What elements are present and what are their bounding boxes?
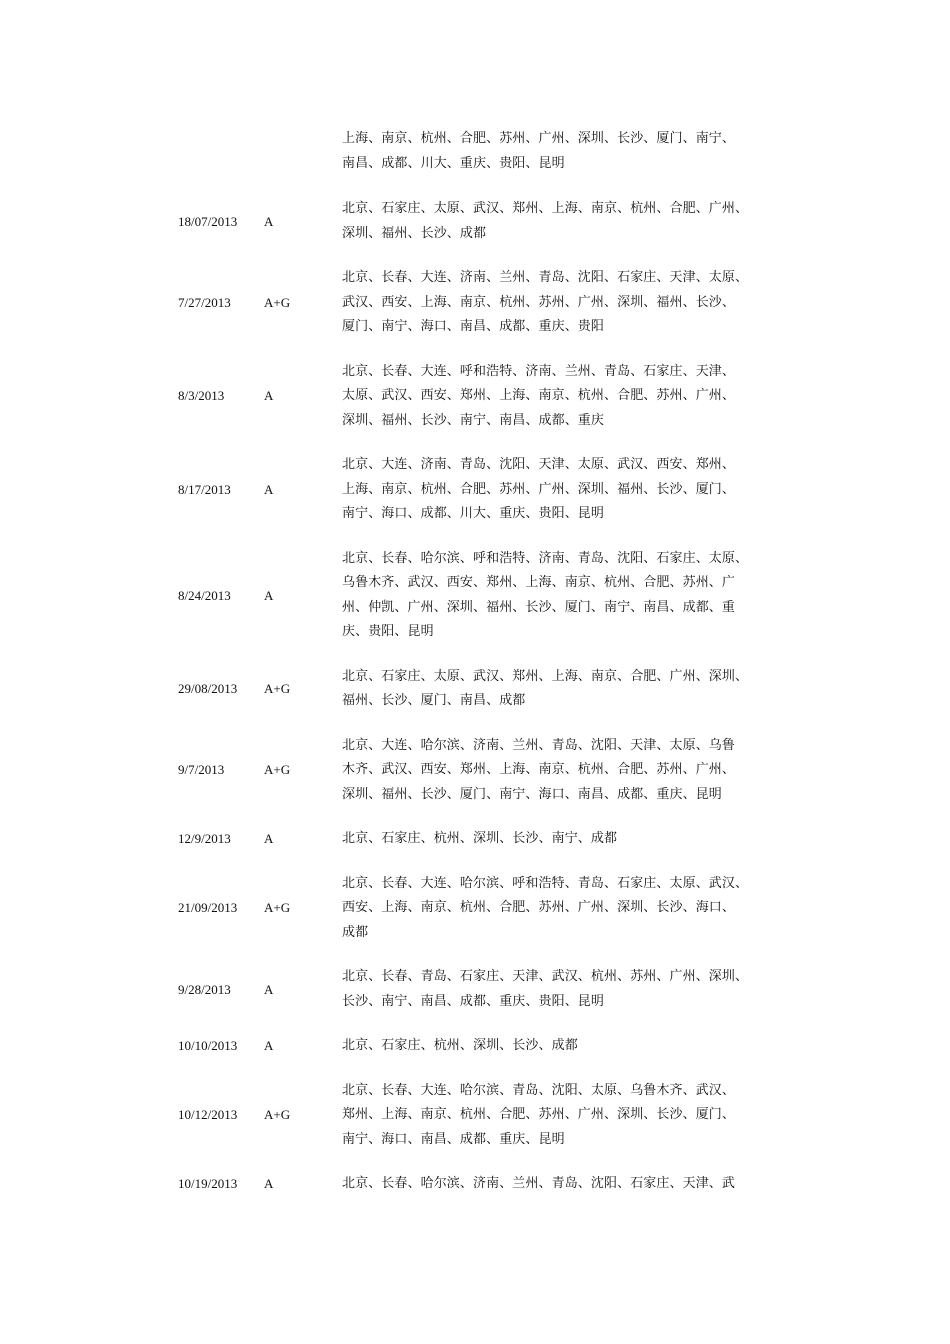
schedule-row bbox=[178, 872, 798, 946]
row-cities: 北京、长春、哈尔滨、济南、兰州、青岛、沈阳、石家庄、天津、武 bbox=[342, 1176, 736, 1191]
row-cities: 北京、长春、大连、哈尔滨、青岛、沈阳、太原、乌鲁木齐、武汉、 郑州、上海、南京、杭州、合肥、苏州、广州、深圳、长沙、厦门、 南宁、海口、南昌、成都、重庆、昆明 bbox=[342, 1082, 736, 1147]
exam-schedule-table bbox=[178, 127, 798, 1217]
schedule-row bbox=[178, 453, 798, 527]
row-exam-type: A bbox=[264, 981, 274, 997]
row-exam-type: A bbox=[264, 388, 274, 404]
row-exam-type: A bbox=[264, 587, 274, 603]
row-cities: 北京、石家庄、太原、武汉、郑州、上海、南京、合肥、广州、深圳、 福州、长沙、厦门、南昌、成都 bbox=[342, 668, 749, 708]
schedule-row bbox=[178, 1172, 798, 1197]
row-exam-type: A+G bbox=[264, 681, 291, 696]
row-cities: 北京、长春、哈尔滨、呼和浩特、济南、青岛、沈阳、石家庄、太原、 乌鲁木齐、武汉、西安、郑州、上海、南京、杭州、合肥、苏州、广 州、仲凯、广州、深圳、福州、长沙、厦门、南宁、南昌、成都、重 庆、贵阳、昆明 bbox=[342, 550, 749, 639]
schedule-row bbox=[178, 827, 798, 852]
row-cities: 北京、石家庄、太原、武汉、郑州、上海、南京、杭州、合肥、广州、 深圳、福州、长沙、成都 bbox=[342, 201, 749, 241]
row-exam-type: A+G bbox=[264, 900, 291, 916]
row-cities: 北京、大连、哈尔滨、济南、兰州、青岛、沈阳、天津、太原、乌鲁 木齐、武汉、西安、郑州、上海、南京、杭州、合肥、苏州、广州、 深圳、福州、长沙、厦门、南宁、海口、南昌、成都、重庆、昆明 bbox=[342, 737, 736, 802]
row-date: 29/08/2013 bbox=[178, 681, 238, 696]
row-exam-type: A+G bbox=[264, 762, 291, 778]
row-exam-type: A bbox=[264, 831, 274, 847]
row-exam-type: A+G bbox=[264, 1107, 291, 1123]
schedule-row bbox=[178, 734, 798, 808]
schedule-row bbox=[178, 360, 798, 434]
row-date: 8/3/2013 bbox=[178, 388, 225, 404]
row-exam-type: A+G bbox=[264, 294, 291, 310]
schedule-row bbox=[178, 665, 798, 714]
row-exam-type: A bbox=[264, 481, 274, 497]
row-cities: 北京、长春、大连、哈尔滨、呼和浩特、青岛、石家庄、太原、武汉、 西安、上海、南京、杭州、合肥、苏州、广州、深圳、长沙、海口、 成都 bbox=[342, 875, 749, 940]
row-date: 18/07/2013 bbox=[178, 213, 238, 229]
row-cities: 北京、长春、大连、济南、兰州、青岛、沈阳、石家庄、天津、太原、 武汉、西安、上海、南京、杭州、苏州、广州、深圳、福州、长沙、 厦门、南宁、海口、南昌、成都、重庆、贵阳 bbox=[342, 270, 749, 334]
row-cities: 上海、南京、杭州、合肥、苏州、广州、深圳、长沙、厦门、南宁、 南昌、成都、川大、重庆、贵阳、昆明 bbox=[342, 131, 736, 171]
row-date: 21/09/2013 bbox=[178, 900, 238, 916]
row-cities: 北京、石家庄、杭州、深圳、长沙、成都 bbox=[342, 1038, 578, 1053]
schedule-row bbox=[178, 197, 798, 246]
row-date: 9/7/2013 bbox=[178, 762, 225, 778]
row-cities: 北京、石家庄、杭州、深圳、长沙、南宁、成都 bbox=[342, 831, 618, 846]
row-date: 12/9/2013 bbox=[178, 831, 231, 847]
row-cities: 北京、大连、济南、青岛、沈阳、天津、太原、武汉、西安、郑州、 上海、南京、杭州、合肥、苏州、广州、深圳、福州、长沙、厦门、 南宁、海口、成都、川大、重庆、贵阳、昆明 bbox=[342, 457, 736, 521]
schedule-row bbox=[178, 1079, 798, 1153]
schedule-row bbox=[178, 266, 798, 340]
row-date: 8/17/2013 bbox=[178, 481, 231, 497]
row-date: 8/24/2013 bbox=[178, 587, 231, 603]
schedule-row bbox=[178, 127, 798, 176]
row-date: 9/28/2013 bbox=[178, 981, 231, 997]
row-cities: 北京、长春、大连、呼和浩特、济南、兰州、青岛、石家庄、天津、 太原、武汉、西安、郑州、上海、南京、杭州、合肥、苏州、广州、 深圳、福州、长沙、南宁、南昌、成都、重庆 bbox=[342, 363, 736, 428]
schedule-row bbox=[178, 547, 798, 645]
row-date: 10/19/2013 bbox=[178, 1176, 238, 1192]
row-cities: 北京、长春、青岛、石家庄、天津、武汉、杭州、苏州、广州、深圳、 长沙、南宁、南昌、成都、重庆、贵阳、昆明 bbox=[342, 969, 749, 1009]
row-exam-type: A bbox=[264, 213, 274, 229]
row-exam-type: A bbox=[264, 1176, 274, 1192]
row-date: 7/27/2013 bbox=[178, 294, 231, 310]
row-exam-type: A bbox=[264, 1038, 274, 1054]
schedule-row bbox=[178, 965, 798, 1014]
schedule-row bbox=[178, 1034, 798, 1059]
row-date: 10/10/2013 bbox=[178, 1038, 238, 1054]
row-date: 10/12/2013 bbox=[178, 1107, 238, 1123]
